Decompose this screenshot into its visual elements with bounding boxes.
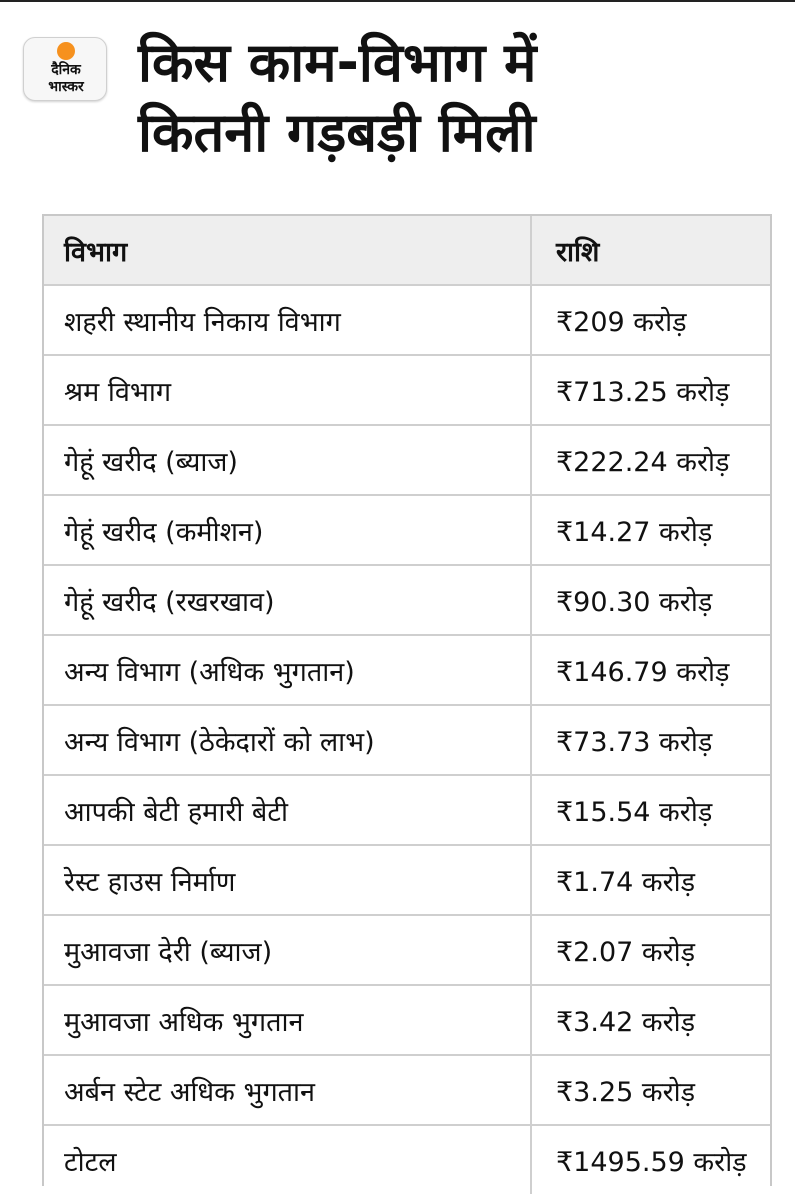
- page-title-line1: किस काम-विभाग में: [138, 31, 537, 94]
- department-cell: अर्बन स्टेट अधिक भुगतान: [44, 1055, 531, 1125]
- amount-cell: ₹222.24 करोड़: [531, 425, 770, 495]
- amount-cell: ₹1.74 करोड़: [531, 845, 770, 915]
- amount-cell: ₹713.25 करोड़: [531, 355, 770, 425]
- department-cell: श्रम विभाग: [44, 355, 531, 425]
- department-cell: गेहूं खरीद (कमीशन): [44, 495, 531, 565]
- page-title-line2: कितनी गड़बड़ी मिली: [138, 101, 536, 164]
- department-cell: गेहूं खरीद (ब्याज): [44, 425, 531, 495]
- table-row: [44, 915, 770, 985]
- logo-text-line1: दैनिक: [51, 62, 81, 78]
- irregularities-table: [44, 216, 770, 1194]
- table-header-row: [44, 216, 770, 285]
- department-cell: अन्य विभाग (ठेकेदारों को लाभ): [44, 705, 531, 775]
- table-row: [44, 1055, 770, 1125]
- total-amount-cell: ₹1495.59 करोड़: [531, 1125, 770, 1194]
- table-row: [44, 565, 770, 635]
- logo-text-line2: भास्कर: [48, 79, 84, 95]
- total-row: [44, 1125, 770, 1194]
- amount-cell: ₹2.07 करोड़: [531, 915, 770, 985]
- dainik-bhaskar-logo: [23, 37, 107, 101]
- table-row: [44, 495, 770, 565]
- table-row: [44, 705, 770, 775]
- department-cell: शहरी स्थानीय निकाय विभाग: [44, 285, 531, 355]
- department-cell: गेहूं खरीद (रखरखाव): [44, 565, 531, 635]
- department-cell: रेस्ट हाउस निर्माण: [44, 845, 531, 915]
- amount-cell: ₹14.27 करोड़: [531, 495, 770, 565]
- department-cell: मुआवजा देरी (ब्याज): [44, 915, 531, 985]
- total-label-cell: टोटल: [44, 1125, 531, 1194]
- top-divider: [0, 0, 795, 2]
- table-row: [44, 425, 770, 495]
- amount-cell: ₹209 करोड़: [531, 285, 770, 355]
- department-cell: आपकी बेटी हमारी बेटी: [44, 775, 531, 845]
- column-header-amount: राशि: [531, 216, 770, 285]
- table-row: [44, 635, 770, 705]
- department-cell: मुआवजा अधिक भुगतान: [44, 985, 531, 1055]
- table-row: [44, 845, 770, 915]
- column-header-department: विभाग: [44, 216, 531, 285]
- irregularities-table-container: [42, 214, 772, 1186]
- amount-cell: ₹90.30 करोड़: [531, 565, 770, 635]
- sun-logo-icon: [57, 42, 75, 60]
- amount-cell: ₹146.79 करोड़: [531, 635, 770, 705]
- table-row: [44, 985, 770, 1055]
- page-title: [138, 28, 778, 168]
- amount-cell: ₹3.25 करोड़: [531, 1055, 770, 1125]
- amount-cell: ₹3.42 करोड़: [531, 985, 770, 1055]
- amount-cell: ₹73.73 करोड़: [531, 705, 770, 775]
- table-row: [44, 775, 770, 845]
- table-row: [44, 355, 770, 425]
- amount-cell: ₹15.54 करोड़: [531, 775, 770, 845]
- department-cell: अन्य विभाग (अधिक भुगतान): [44, 635, 531, 705]
- table-row: [44, 285, 770, 355]
